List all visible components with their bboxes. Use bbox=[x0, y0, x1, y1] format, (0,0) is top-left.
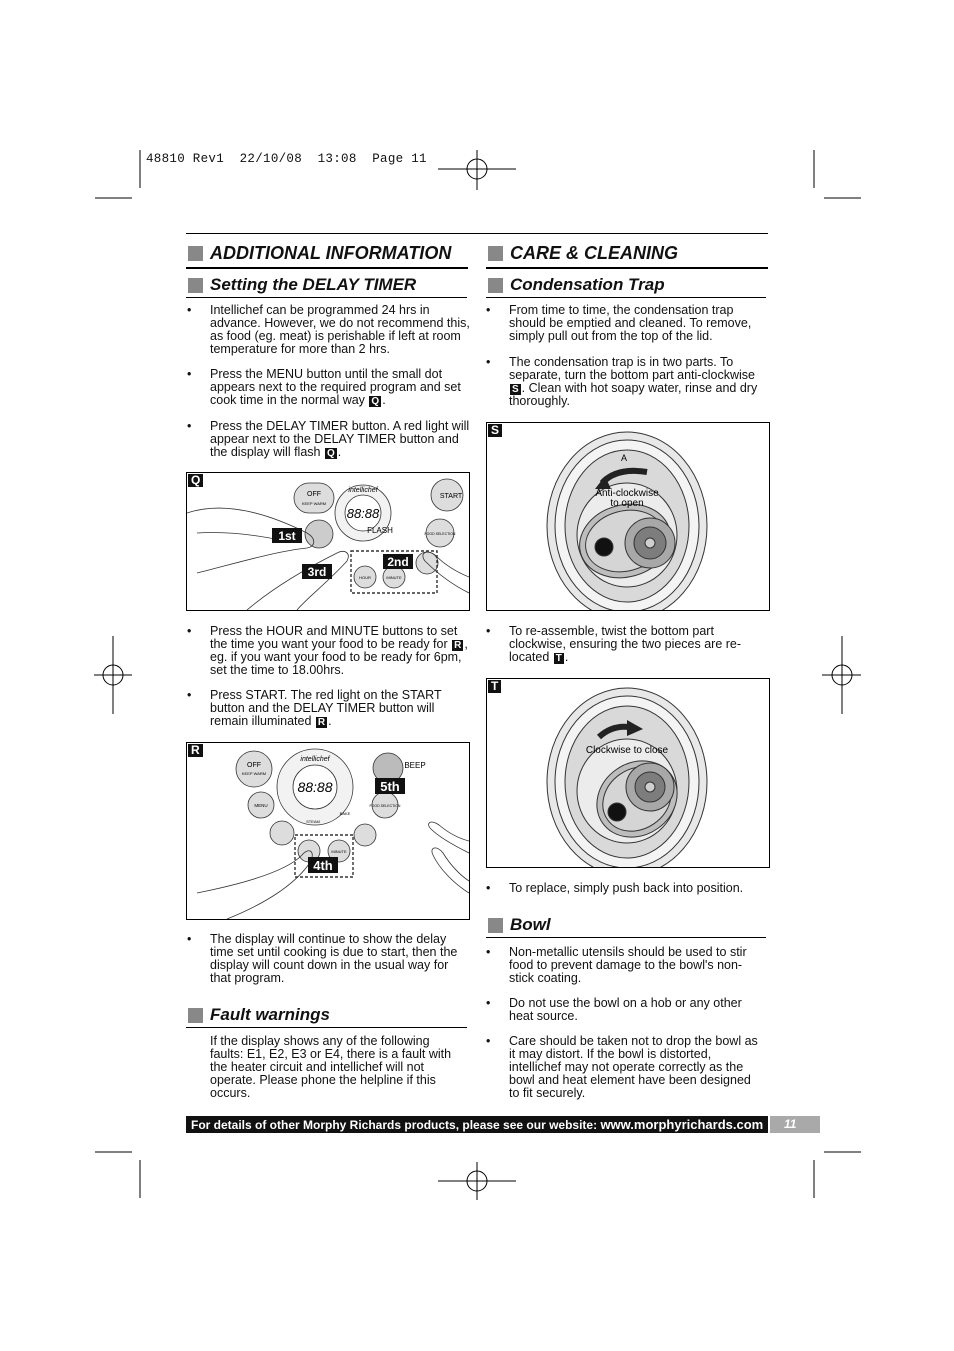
step-2-badge: 2nd bbox=[387, 555, 409, 569]
figure-label: R bbox=[188, 744, 203, 757]
heading-square bbox=[488, 246, 503, 261]
ref-badge: Q bbox=[326, 448, 335, 459]
section-title: CARE & CLEANING bbox=[510, 243, 679, 263]
ref-badge: Q bbox=[371, 396, 380, 407]
section-title: ADDITIONAL INFORMATION bbox=[210, 243, 452, 263]
subsection-title: Setting the DELAY TIMER bbox=[210, 275, 417, 294]
heading-square bbox=[488, 918, 503, 933]
display-digits: 88:88 bbox=[297, 779, 333, 795]
condensation-trap-heading bbox=[486, 275, 766, 298]
condensation-trap-illustration bbox=[487, 679, 769, 867]
figure-label: S bbox=[488, 424, 502, 437]
figure-s bbox=[486, 422, 770, 611]
subsection-title: Fault warnings bbox=[210, 1005, 330, 1024]
to-open-caption: to open bbox=[610, 498, 644, 509]
heading-square bbox=[188, 278, 203, 293]
print-slug: 48810 Rev1 22/10/08 13:08 Page 11 bbox=[146, 152, 427, 166]
ref-badge: R bbox=[317, 717, 326, 728]
fault-warnings-heading bbox=[186, 1005, 467, 1028]
start-label: START bbox=[439, 493, 463, 500]
heading-square bbox=[188, 1008, 203, 1023]
anti-clockwise-caption: Anti-clockwise bbox=[595, 488, 659, 499]
delay-timer-heading bbox=[186, 275, 467, 298]
off-label: OFF bbox=[307, 491, 321, 498]
fault-text: If the display shows any of the following faults: E1, E2, E3 or E4, there is a fault with the heater circuit and intellichef will not operate. Please phone the helpline if this occurs. bbox=[210, 1034, 452, 1100]
figure-t bbox=[486, 678, 770, 868]
page-number: 11 bbox=[770, 1116, 820, 1133]
figure-q bbox=[186, 472, 470, 611]
minute-label: MINUTE bbox=[331, 849, 347, 854]
step-5-badge: 5th bbox=[380, 779, 400, 794]
heading-square bbox=[188, 246, 203, 261]
keep-warm-label: KEEP WARM bbox=[241, 771, 267, 776]
brand-text: intellichef bbox=[300, 756, 330, 763]
minute-label: MINUTE bbox=[386, 575, 402, 580]
figure-r bbox=[186, 742, 470, 920]
food-selection-label: FOOD SELECTION bbox=[369, 804, 401, 808]
hour-label: HOUR bbox=[359, 575, 371, 580]
footer-text: For details of other Morphy Richards products, please see our website: bbox=[191, 1118, 598, 1132]
ref-badge: R bbox=[454, 640, 462, 651]
footer-bar bbox=[186, 1116, 768, 1133]
ref-badge: T bbox=[555, 653, 562, 664]
step-1-badge: 1st bbox=[278, 529, 296, 543]
figure-label: Q bbox=[188, 474, 203, 487]
step-3-badge: 3rd bbox=[307, 565, 327, 579]
beep-label: BEEP bbox=[404, 761, 426, 770]
condensation-trap-illustration bbox=[487, 423, 769, 610]
keep-warm-label: KEEP WARM bbox=[301, 501, 327, 506]
menu-label: MENU bbox=[254, 803, 268, 808]
bake-label: BAKE bbox=[339, 811, 351, 816]
clockwise-caption: Clockwise to close bbox=[585, 745, 669, 756]
step-4-badge: 4th bbox=[313, 858, 333, 873]
care-cleaning-heading bbox=[486, 243, 768, 269]
top-rule bbox=[186, 233, 768, 234]
additional-info-heading bbox=[186, 243, 468, 269]
website-link[interactable]: www.morphyrichards.com bbox=[600, 1117, 764, 1132]
food-selection-label: FOOD SELECTION bbox=[424, 532, 456, 536]
bowl-heading bbox=[486, 915, 766, 938]
figure-label: T bbox=[488, 680, 501, 693]
subsection-title: Condensation Trap bbox=[510, 275, 665, 294]
heading-square bbox=[488, 278, 503, 293]
control-panel-illustration bbox=[187, 743, 469, 919]
display-digits: 88:88 bbox=[346, 506, 380, 521]
control-panel-illustration bbox=[187, 473, 469, 610]
ref-badge: S bbox=[512, 384, 519, 395]
subsection-title: Bowl bbox=[510, 915, 551, 934]
alignment-mark: A bbox=[621, 453, 628, 463]
off-label: OFF bbox=[247, 762, 261, 769]
brand-text: intellichef bbox=[348, 487, 378, 494]
steam-label: STEAM bbox=[306, 819, 320, 824]
flash-label: FLASH bbox=[367, 526, 393, 535]
